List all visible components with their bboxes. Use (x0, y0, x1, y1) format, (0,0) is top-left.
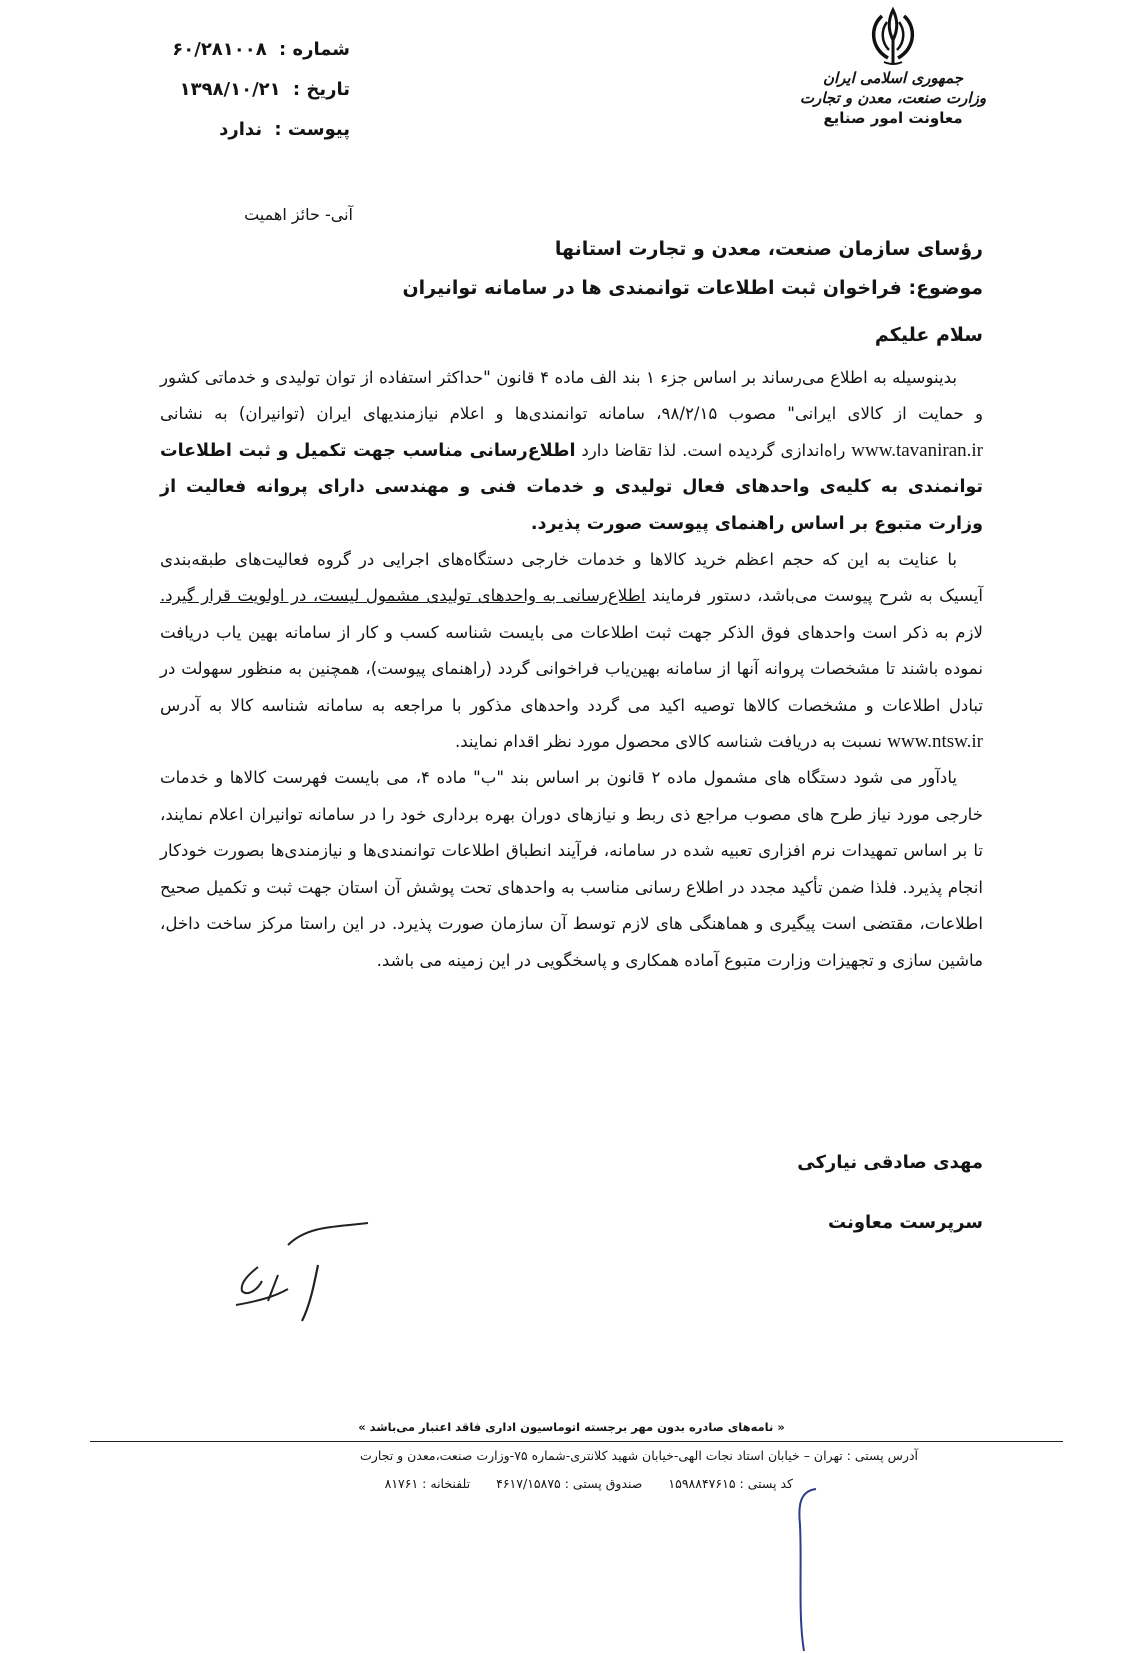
footer-divider (90, 1441, 1063, 1442)
attachment-value: ندارد (219, 119, 263, 140)
handwritten-signature-icon (218, 1205, 398, 1325)
p1-bold-text: اطلاع‌رسانی مناسب جهت تکمیل و ثبت اطلاعات توانمندی به کلیه‌ی واحدهای فعال تولیدی و خدمات فنی و مهندسی دارای پروانه فعالیت از وزارت متبوع بر اساس راهنمای پیوست صورت پذیرد. (160, 440, 983, 534)
paragraph-2 (160, 542, 983, 760)
org-line-2: وزارت صنعت، معدن و تجارت (799, 89, 987, 107)
tavaniran-url: www.tavaniran.ir (851, 439, 983, 461)
paragraph-3: یادآور می شود دستگاه های مشمول ماده ۲ قانون بر اساس بند "ب" ماده ۴، می بایست فهرست کالاها و خدمات خارجی مورد نیاز طرح های مصوب مراجع ذی ربط و نیازهای دوران بهره برداری خود را در سامانه توانیران اعلام نمایند، تا بر اساس تمهیدات نرم افزاری تعبیه شده در سامانه، فرآیند انطباق اطلاعات توانمندی‌ها و نیازمندی‌ها بصورت خودکار انجام پذیرد. فلذا ضمن تأکید مجدد در اطلاع رسانی مناسب به واحدهای تحت پوشش آن استان جهت ثبت و تکمیل صحیح اطلاعات، مقتضی است پیگیری و هماهنگی های لازم توسط آن سازمان صورت پذیرد. در این راستا مرکز ساخت داخل، ماشین سازی و تجهیزات وزارت متبوع آماده همکاری و پاسخگویی در این زمینه می باشد. (160, 768, 983, 970)
footer-note: « نامه‌های صادره بدون مهر برجسته اتوماسیون اداری فاقد اعتبار می‌باشد » (358, 1420, 785, 1434)
ntsw-url: www.ntsw.ir (887, 731, 983, 753)
attachment-row (130, 110, 350, 150)
p1-text-b: راه‌اندازی گردیده است. لذا تقاضا دارد (581, 440, 846, 460)
pen-mark-icon (790, 1485, 820, 1654)
letter-body (160, 360, 983, 979)
date-label: تاریخ : (292, 79, 350, 100)
p2-underlined-text: اطلاع‌رسانی به واحدهای تولیدی مشمول لیست، در اولویت قرار گیرد. (160, 586, 646, 606)
iran-emblem-icon (858, 6, 928, 68)
greeting: سلام علیکم (874, 324, 983, 346)
phone-number: تلفنخانه : ۸۱۷۶۱ (384, 1476, 471, 1491)
p2-text-c: نسبت به دریافت شناسه کالای محصول مورد نظر اقدام نمایند. (454, 732, 883, 752)
p2-text-a: با عنایت به این که حجم اعظم خرید کالاها و خدمات خارجی دستگاه‌های اجرایی در گروه فعالیت‌های طبقه‌بندی آیسیک به شرح پیوست می‌باشد، دستور فرمایند (160, 550, 983, 606)
date-value: ۱۳۹۸/۱۰/۲۱ (179, 79, 281, 100)
subject: موضوع: فراخوان ثبت اطلاعات توانمندی ها در سامانه توانیران (402, 277, 983, 299)
po-box: صندوق پستی : ۴۶۱۷/۱۵۸۷۵ (496, 1476, 643, 1491)
date-row (130, 70, 350, 110)
number-label: شماره : (279, 39, 350, 60)
p2-text-b: لازم به ذکر است واحدهای فوق الذکر جهت ثبت اطلاعات می بایست شناسه کسب و کار از سامانه بهین یاب دریافت نموده باشند تا مشخصات پروانه آنها از سامانه بهین‌یاب فراخوانی گردد (راهنمای پیوست)، همچنین به منظور سهولت در تبادل اطلاعات و مشخصات کالاها توصیه اکید می گردد واحدهای مذکور با مراجعه به سامانه شناسه کالا به آدرس (160, 622, 983, 715)
org-line-3: معاونت امور صنایع (823, 109, 963, 127)
org-line-1: جمهوری اسلامی ایران (822, 69, 964, 87)
p1-text-a: بدینوسیله به اطلاع می‌رساند بر اساس جزء ۱ بند الف ماده ۴ قانون "حداکثر استفاده از توان تولیدی و خدماتی کشور و حمایت از کالای ایرانی" مصوب ۹۸/۲/۱۵، سامانه توانمندی‌ها و اعلام نیازمندیهای ایران (توانیران) به نشانی (160, 368, 984, 424)
recipient: رؤسای سازمان صنعت، معدن و تجارت استانها (554, 238, 983, 260)
number-row (130, 30, 350, 70)
attachment-label: پیوست : (274, 119, 350, 140)
postal-address: آدرس پستی : تهران – خیابان استاد نجات الهی-خیابان شهید کلانتری-شماره ۷۵-وزارت صنعت،معدن و تجارت (360, 1448, 918, 1463)
letterhead-logo (793, 6, 993, 128)
postal-code: کد پستی : ۱۵۹۸۸۴۷۶۱۵ (668, 1476, 793, 1491)
paragraph-1 (160, 360, 983, 542)
number-value: ۶۰/۲۸۱۰۰۸ (172, 39, 267, 60)
signer-name: مهدی صادقی نیارکی (797, 1152, 983, 1173)
contact-codes (363, 1476, 793, 1491)
urgency-note: آنی- حائز اهمیت (244, 205, 353, 224)
letter-meta (130, 30, 350, 150)
signer-title: سرپرست معاونت (828, 1212, 983, 1233)
